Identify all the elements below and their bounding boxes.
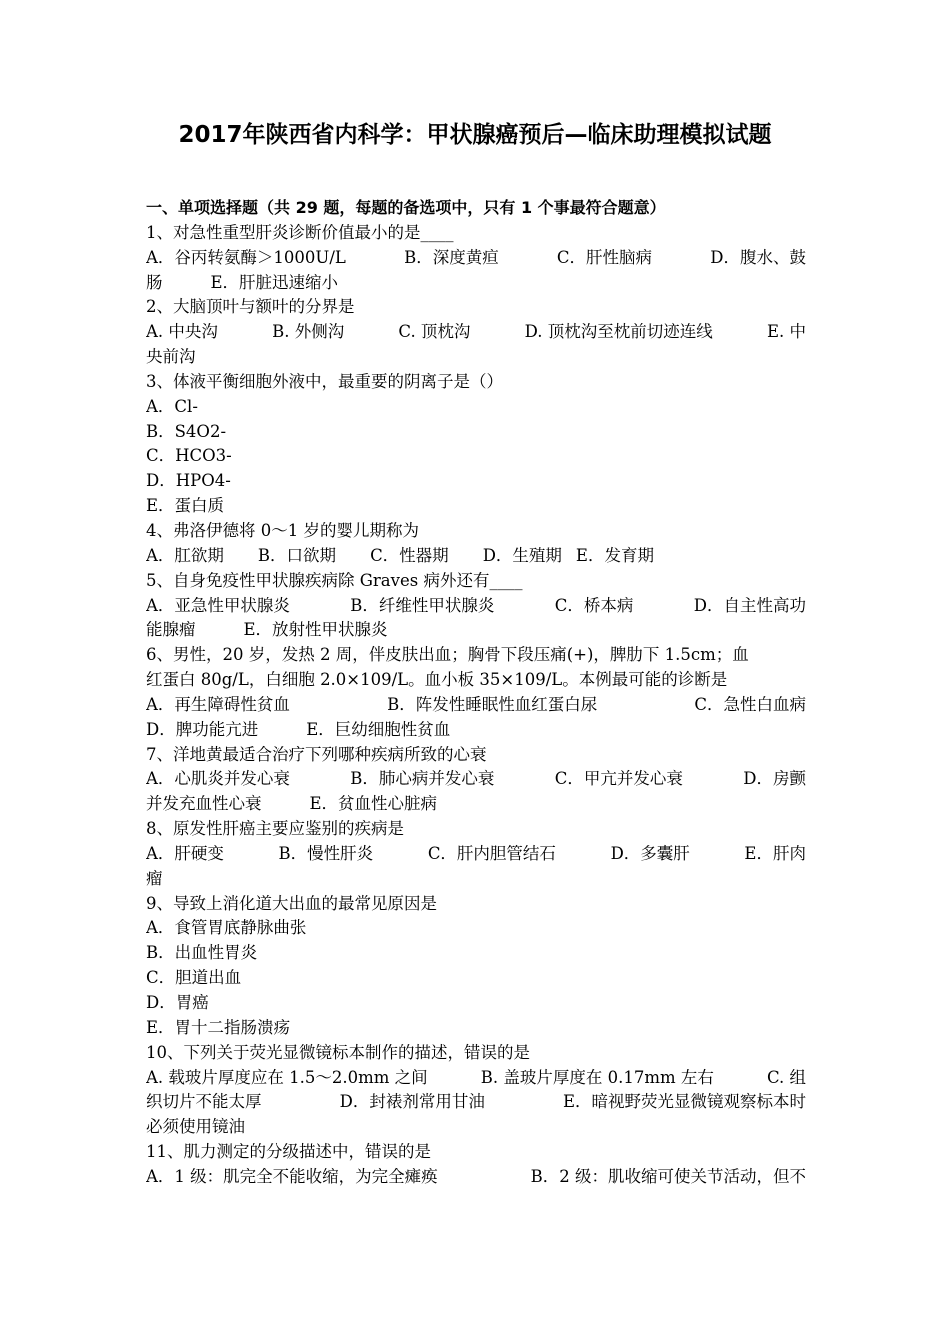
q7-option-a: A．心肌炎并发心衰 — [146, 769, 290, 789]
q2-option-a: A. 中央沟 — [146, 322, 218, 342]
q4-option-d: D．生殖期 — [482, 545, 562, 565]
question-4-stem: 4、弗洛伊德将 0～1 岁的婴儿期称为 — [146, 520, 419, 540]
q3-option-b: B．S4O2- — [146, 421, 227, 441]
q10-option-e-cont: 必须使用镜油 — [146, 1117, 245, 1137]
question-5-options-cont — [146, 618, 806, 643]
q9-option-e: E．胃十二指肠溃疡 — [146, 1017, 291, 1037]
q3-option-a: A．Cl- — [146, 396, 198, 416]
q4-option-c: C．性器期 — [370, 545, 449, 565]
question-1-stem: 1、对急性重型肝炎诊断价值最小的是____ — [146, 222, 454, 242]
question-10-stem: 10、下列关于荧光显微镜标本制作的描述，错误的是 — [146, 1042, 530, 1062]
document-body — [146, 196, 806, 1190]
section-heading: 一、单项选择题（共 29 题，每题的备选项中，只有 1 个事最符合题意） — [146, 198, 666, 217]
question-10-options-cont — [146, 1090, 806, 1115]
q2-option-c: C. 顶枕沟 — [398, 322, 471, 342]
q10-option-c-cont: 织切片不能太厚 — [146, 1092, 262, 1112]
question-5-options — [146, 594, 806, 619]
q1-option-a: A．谷丙转氨酶＞1000U/L — [146, 247, 346, 267]
q6-option-c: C．急性白血病 — [694, 694, 806, 714]
question-7-options — [146, 767, 806, 792]
q9-option-c: C．胆道出血 — [146, 968, 242, 988]
q1-option-b: B．深度黄疸 — [404, 247, 499, 267]
question-8-stem: 8、原发性肝癌主要应鉴别的疾病是 — [146, 819, 404, 839]
q2-option-d: D. 顶枕沟至枕前切迹连线 — [524, 322, 713, 342]
q9-option-d: D．胃癌 — [146, 993, 209, 1012]
q6-option-e: E．巨幼细胞性贫血 — [306, 719, 451, 739]
q6-option-a: A．再生障碍性贫血 — [146, 694, 290, 714]
question-3-stem: 3、体液平衡细胞外液中，最重要的阴离子是（） — [146, 371, 503, 391]
question-1-options-cont — [146, 271, 806, 296]
q3-option-d: D．HPO4- — [146, 471, 231, 491]
q4-option-a: A．肛欲期 — [146, 545, 224, 565]
q10-option-e: E．暗视野荧光显微镜观察标本时 — [562, 1092, 806, 1112]
q5-option-b: B．纤维性甲状腺炎 — [350, 595, 495, 615]
q9-option-b: B．出血性胃炎 — [146, 943, 258, 963]
q7-option-d: D．房颤 — [743, 769, 806, 789]
q9-option-a: A．食管胃底静脉曲张 — [146, 918, 307, 938]
q10-option-c: C. 组 — [766, 1067, 806, 1087]
q6-option-b: B．阵发性睡眠性血红蛋白尿 — [387, 694, 598, 714]
question-2-options — [146, 320, 806, 345]
q3-option-c: C．HCO3- — [146, 446, 232, 466]
q7-option-c: C．甲亢并发心衰 — [554, 769, 683, 789]
q10-option-b: B. 盖玻片厚度在 0.17mm 左右 — [480, 1067, 714, 1087]
question-7-options-cont — [146, 792, 806, 817]
q5-option-d-cont: 能腺瘤 — [146, 620, 196, 640]
q11-option-a: A．1 级：肌完全不能收缩，为完全瘫痪 — [146, 1166, 438, 1186]
question-11-stem: 11、肌力测定的分级描述中，错误的是 — [146, 1142, 431, 1162]
question-4-options — [146, 544, 806, 569]
q1-option-e: E．肝脏迅速缩小 — [210, 272, 339, 292]
q6-option-d: D．脾功能亢进 — [146, 719, 259, 739]
question-5-stem: 5、自身免疫性甲状腺疾病除 Graves 病外还有____ — [146, 570, 523, 590]
q2-option-b: B. 外侧沟 — [272, 322, 345, 342]
q8-option-a: A．肝硬变 — [146, 843, 224, 863]
question-2-stem: 2、大脑顶叶与额叶的分界是 — [146, 297, 355, 317]
q4-option-e: E．发育期 — [575, 545, 654, 565]
question-6-options-cont — [146, 718, 806, 743]
q5-option-e: E．放射性甲状腺炎 — [243, 620, 388, 640]
question-6-options — [146, 693, 806, 718]
q1-option-d-cont: 肠 — [146, 272, 163, 292]
q2-option-e: E. 中 — [766, 322, 806, 342]
q7-option-d-cont: 并发充血性心衰 — [146, 794, 262, 814]
q8-option-b: B．慢性肝炎 — [278, 843, 374, 863]
question-6-stem-cont: 红蛋白 80g/L，白细胞 2.0×109/L。血小板 35×109/L。本例最可能的诊断是 — [146, 670, 728, 690]
q4-option-b: B．口欲期 — [257, 545, 337, 565]
q1-option-d: D．腹水、鼓 — [710, 247, 806, 267]
q5-option-d: D．自主性高功 — [693, 595, 806, 615]
q8-option-d: D．多囊肝 — [610, 843, 690, 863]
question-9-stem: 9、导致上消化道大出血的最常见原因是 — [146, 893, 437, 913]
question-11-options — [146, 1165, 806, 1190]
q10-option-a: A. 载玻片厚度应在 1.5～2.0mm 之间 — [146, 1067, 428, 1087]
q8-option-e: E．肝肉 — [744, 843, 806, 863]
q7-option-b: B．肺心病并发心衰 — [350, 769, 495, 789]
question-8-options — [146, 842, 806, 867]
q5-option-a: A．亚急性甲状腺炎 — [146, 595, 290, 615]
question-6-stem: 6、男性，20 岁，发热 2 周，伴皮肤出血；胸骨下段压痛(+)，脾肋下 1.5cm；血 — [146, 645, 749, 665]
question-1-options — [146, 246, 806, 271]
q8-option-e-cont: 瘤 — [146, 868, 163, 888]
question-7-stem: 7、洋地黄最适合治疗下列哪种疾病所致的心衰 — [146, 744, 487, 764]
q1-option-c: C．肝性脑病 — [556, 247, 653, 267]
document-title: 2017年陕西省内科学：甲状腺癌预后—临床助理模拟试题 — [178, 122, 772, 148]
q8-option-c: C．肝内胆管结石 — [427, 843, 556, 863]
q7-option-e: E．贫血性心脏病 — [309, 794, 438, 814]
q3-option-e: E．蛋白质 — [146, 496, 225, 516]
q5-option-c: C．桥本病 — [554, 595, 634, 615]
q10-option-d: D．封裱剂常用甘油 — [339, 1092, 485, 1112]
question-10-options — [146, 1066, 806, 1091]
q11-option-b: B．2 级：肌收缩可使关节活动，但不 — [530, 1166, 806, 1186]
q2-option-e-cont: 央前沟 — [146, 347, 196, 367]
